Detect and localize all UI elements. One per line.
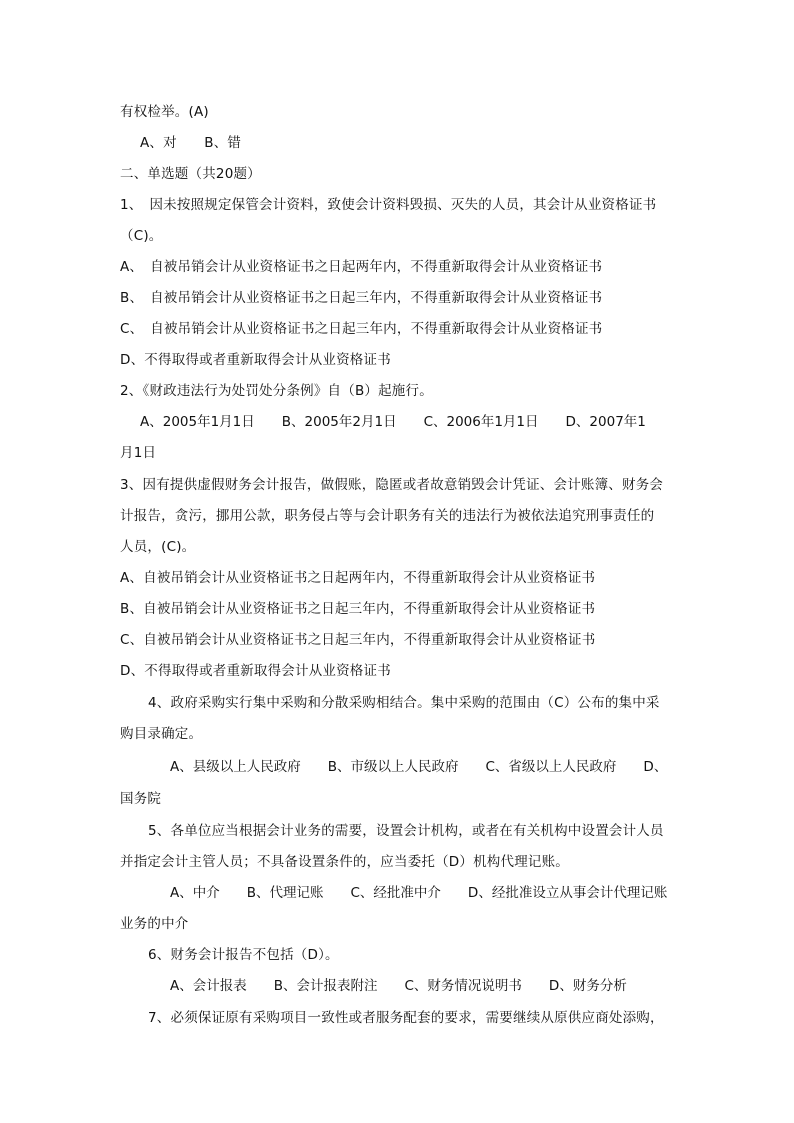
option-line: A、中介 B、代理记账 C、经批准中介 D、经批准设立从事会计代理记账 xyxy=(170,885,668,901)
option-line: D、不得取得或者重新取得会计从业资格证书 xyxy=(120,352,391,368)
option-line: A、 自被吊销会计从业资格证书之日起两年内，不得重新取得会计从业资格证书 xyxy=(120,259,603,275)
option-line: A、2005年1月1日 B、2005年2月1日 C、2006年1月1日 D、2007年1 xyxy=(140,414,646,430)
option-line: A、会计报表 B、会计报表附注 C、财务情况说明书 D、财务分析 xyxy=(170,978,627,994)
text-line: （C)。 xyxy=(120,228,163,244)
question-7: 7、必须保证原有采购项目一致性或者服务配套的要求，需要继续从原供应商处添购， xyxy=(148,1010,664,1026)
text-line: 计报告，贪污，挪用公款，职务侵占等与会计职务有关的违法行为被依法追究刑事责任的 xyxy=(120,508,655,524)
text-line: 有权检举。(A) xyxy=(120,104,209,120)
question-1: 1、 因未按照规定保管会计资料，致使会计资料毁损、灭失的人员，其会计从业资格证书 xyxy=(120,197,657,213)
text-line: 月1日 xyxy=(120,445,157,461)
text-line: 国务院 xyxy=(120,791,162,807)
option-line: B、自被吊销会计从业资格证书之日起三年内，不得重新取得会计从业资格证书 xyxy=(120,601,596,617)
text-line: 并指定会计主管人员；不具备设置条件的，应当委托（D）机构代理记账。 xyxy=(120,854,569,870)
section-heading: 二、单选题（共20题） xyxy=(120,166,261,182)
question-3: 3、因有提供虚假财务会计报告，做假账，隐匿或者故意销毁会计凭证、会计账簿、财务会 xyxy=(120,477,664,493)
option-line: C、 自被吊销会计从业资格证书之日起三年内，不得重新取得会计从业资格证书 xyxy=(120,321,603,337)
question-5: 5、各单位应当根据会计业务的需要，设置会计机构，或者在有关机构中设置会计人员 xyxy=(148,823,664,839)
text-line: A、对 B、错 xyxy=(140,135,242,151)
option-line: A、县级以上人民政府 B、市级以上人民政府 C、省级以上人民政府 D、 xyxy=(170,759,668,775)
option-line: B、 自被吊销会计从业资格证书之日起三年内，不得重新取得会计从业资格证书 xyxy=(120,290,603,306)
text-line: 业务的中介 xyxy=(120,916,189,932)
option-line: D、不得取得或者重新取得会计从业资格证书 xyxy=(120,663,391,679)
text-line: 人员，(C)。 xyxy=(120,539,196,555)
option-line: A、自被吊销会计从业资格证书之日起两年内，不得重新取得会计从业资格证书 xyxy=(120,570,596,586)
question-6: 6、财务会计报告不包括（D）。 xyxy=(148,947,339,963)
option-line: C、自被吊销会计从业资格证书之日起三年内，不得重新取得会计从业资格证书 xyxy=(120,632,596,648)
text-line: 购目录确定。 xyxy=(120,726,203,742)
question-4: 4、政府采购实行集中采购和分散采购相结合。集中采购的范围由（C）公布的集中采 xyxy=(148,695,660,711)
question-2: 2、《财政违法行为处罚处分条例》自（B）起施行。 xyxy=(120,383,433,399)
